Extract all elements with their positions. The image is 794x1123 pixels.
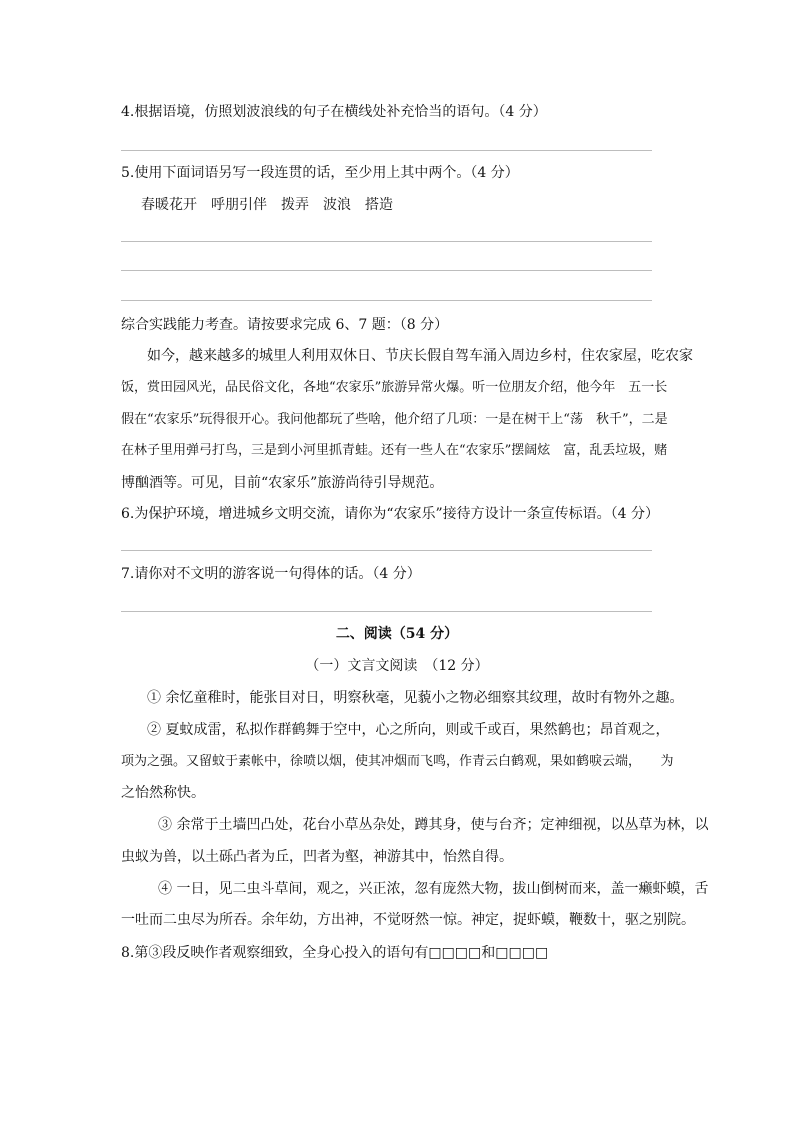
word: 拨弄: [281, 197, 309, 213]
word: 波浪: [323, 197, 351, 213]
answer-line: [121, 241, 652, 242]
paragraph-2-line: 项为之强。又留蚊于素帐中，徐喷以烟，使其冲烟而飞鸣，作青云白鹤观，果如鹤唳云端， 为: [121, 754, 674, 769]
paragraph-3-line: 虫蚁为兽，以土砾凸者为丘，凹者为壑，神游其中，怡然自得。: [121, 849, 513, 865]
answer-line: [121, 550, 652, 551]
section-subheading: （一）文言文阅读 （12 分）: [305, 658, 489, 674]
passage-line: 饭，赏田园风光，品民俗文化，各地“农家乐”旅游异常火爆。听一位朋友介绍，他今年 五一长: [121, 380, 668, 395]
question-8: 8.第③段反映作者观察细致，全身心投入的语句有□□□□和□□□□: [121, 945, 549, 961]
passage-line: 如今，越来越多的城里人利用双休日、节庆长假自驾车涌入周边乡村，住农家屋，吃农家: [147, 348, 693, 364]
word: 搭造: [365, 197, 393, 213]
question-7: 7.请你对不文明的游客说一句得体的话。（4 分）: [121, 566, 421, 582]
passage-line: 在林子里用弹弓打鸟，三是到小河里抓青蛙。还有一些人在“农家乐”摆阔炫 富，乱丢垃圾，赌: [121, 443, 668, 458]
paragraph-4-line: 一吐而二虫尽为所吞。余年幼，方出神，不觉呀然一惊。神定，捉虾蟆，鞭数十，驱之别院。: [121, 912, 695, 928]
paragraph-4-line: ④ 一日，见二虫斗草间，观之，兴正浓，忽有庞然大物，拔山倒树而来，盖一癞虾蟆，舌: [158, 881, 709, 897]
word: 呼朋引伴: [211, 197, 267, 213]
practice-intro: 综合实践能力考查。请按要求完成 6、7 题：（8 分）: [121, 317, 449, 333]
answer-line: [121, 150, 652, 151]
paragraph-1: ① 余忆童稚时，能张目对日，明察秋毫，见藐小之物必细察其纹理，故时有物外之趣。: [147, 690, 684, 706]
word-list: [141, 195, 393, 215]
answer-line: [121, 300, 652, 301]
paragraph-2-line: 之怡然称快。: [121, 785, 205, 801]
answer-line: [121, 611, 652, 612]
answer-line: [121, 270, 652, 271]
question-4: 4.根据语境，仿照划波浪线的句子在横线处补充恰当的语句。（4 分）: [121, 104, 547, 120]
question-6: 6.为保护环境，增进城乡文明交流，请你为“农家乐”接待方设计一条宣传标语。（4 分）: [121, 506, 660, 522]
paragraph-2-line: ② 夏蚊成雷，私拟作群鹤舞于空中，心之所向，则或千或百，果然鹤也；昂首观之，: [147, 722, 670, 738]
passage-line: 博酗酒等。可见，目前“农家乐”旅游尚待引导规范。: [121, 475, 444, 491]
question-5: 5.使用下面词语另写一段连贯的话，至少用上其中两个。（4 分）: [121, 165, 519, 181]
word: 春暖花开: [141, 197, 197, 213]
paragraph-3-line: ③ 余常于土墙凹凸处，花台小草丛杂处，蹲其身，使与台齐；定神细视，以丛草为林，以: [158, 817, 709, 833]
passage-line: 假在“农家乐”玩得很开心。我问他都玩了些啥，他介绍了几项：一是在树干上“荡 秋千”，二是: [121, 412, 668, 427]
section-heading: 二、阅读（54 分）: [335, 626, 459, 642]
